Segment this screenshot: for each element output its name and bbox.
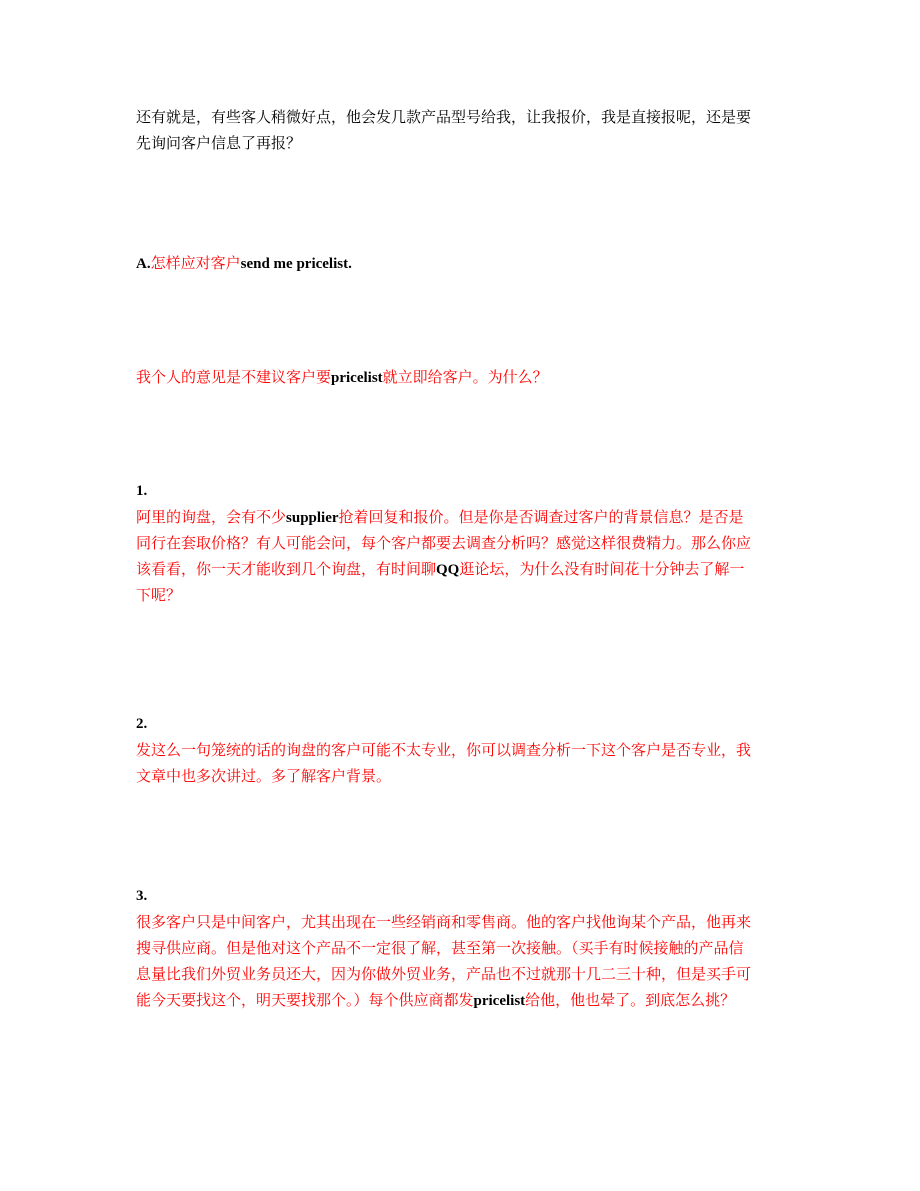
intro-line-2: 先询问客户信息了再报？ bbox=[136, 134, 302, 152]
intro-line-1: 还有就是，有些客人稍微好点，他会发几款产品型号给我，让我报价，我是直接报呢，还是要 bbox=[136, 108, 752, 126]
point-1-line-3a: 该看看，你一天才能收到几个询盘，有时间聊 bbox=[136, 560, 437, 578]
section-heading bbox=[136, 250, 786, 276]
opinion-bold: pricelist bbox=[331, 370, 383, 386]
point-2 bbox=[136, 711, 786, 789]
point-3-line-4b: 给他，他也晕了。到底怎么挑？ bbox=[525, 991, 736, 1009]
point-1-line-2: 同行在套取价格？有人可能会问，每个客户都要去调查分析吗？感觉这样很费精力。那么你应 bbox=[136, 534, 752, 552]
point-1-bold-qq: QQ bbox=[436, 562, 460, 578]
point-3-line-2: 搜寻供应商。但是他对这个产品不一定很了解，甚至第一次接触。（买手有时候接触的产品信 bbox=[136, 939, 744, 957]
point-1-line-1b: 抢着回复和报价。但是你是否调查过客户的背景信息？是否是 bbox=[338, 508, 744, 526]
heading-bold-text: send me pricelist. bbox=[240, 256, 352, 272]
point-1-line-1a: 阿里的询盘，会有不少 bbox=[136, 508, 287, 526]
point-3-number: 3. bbox=[136, 888, 148, 904]
point-1-line-3b: 逛论坛，为什么没有时间花十分钟去了解一 bbox=[459, 560, 745, 578]
point-3-line-4a: 能今天要找这个，明天要找那个。）每个供应商都发 bbox=[136, 991, 474, 1009]
point-3-bold-pricelist: pricelist bbox=[473, 993, 526, 1009]
point-1-bold-supplier: supplier bbox=[286, 510, 339, 526]
heading-prefix: A. bbox=[136, 256, 151, 272]
point-2-number: 2. bbox=[136, 716, 148, 732]
point-3-line-3: 息量比我们外贸业务员还大，因为你做外贸业务，产品也不过就那十几二三十种，但是买手可 bbox=[136, 965, 752, 983]
point-1-number: 1. bbox=[136, 483, 148, 499]
opinion-text-1: 我个人的意见是不建议客户要 bbox=[136, 368, 332, 386]
point-2-line-1: 发这么一句笼统的话的询盘的客户可能不太专业，你可以调查分析一下这个客户是否专业，我 bbox=[136, 741, 752, 759]
point-3-line-1: 很多客户只是中间客户，尤其出现在一些经销商和零售商。他的客户找他询某个产品，他再来 bbox=[136, 913, 752, 931]
intro-paragraph bbox=[136, 104, 786, 156]
point-1 bbox=[136, 478, 786, 608]
point-1-line-4: 下呢？ bbox=[136, 586, 182, 604]
point-3 bbox=[136, 883, 786, 1013]
point-2-line-2: 文章中也多次讲过。多了解客户背景。 bbox=[136, 767, 392, 785]
opinion-paragraph bbox=[136, 364, 786, 390]
heading-red-text: 怎样应对客户 bbox=[150, 254, 241, 272]
opinion-text-2: 就立即给客户。为什么？ bbox=[382, 368, 548, 386]
